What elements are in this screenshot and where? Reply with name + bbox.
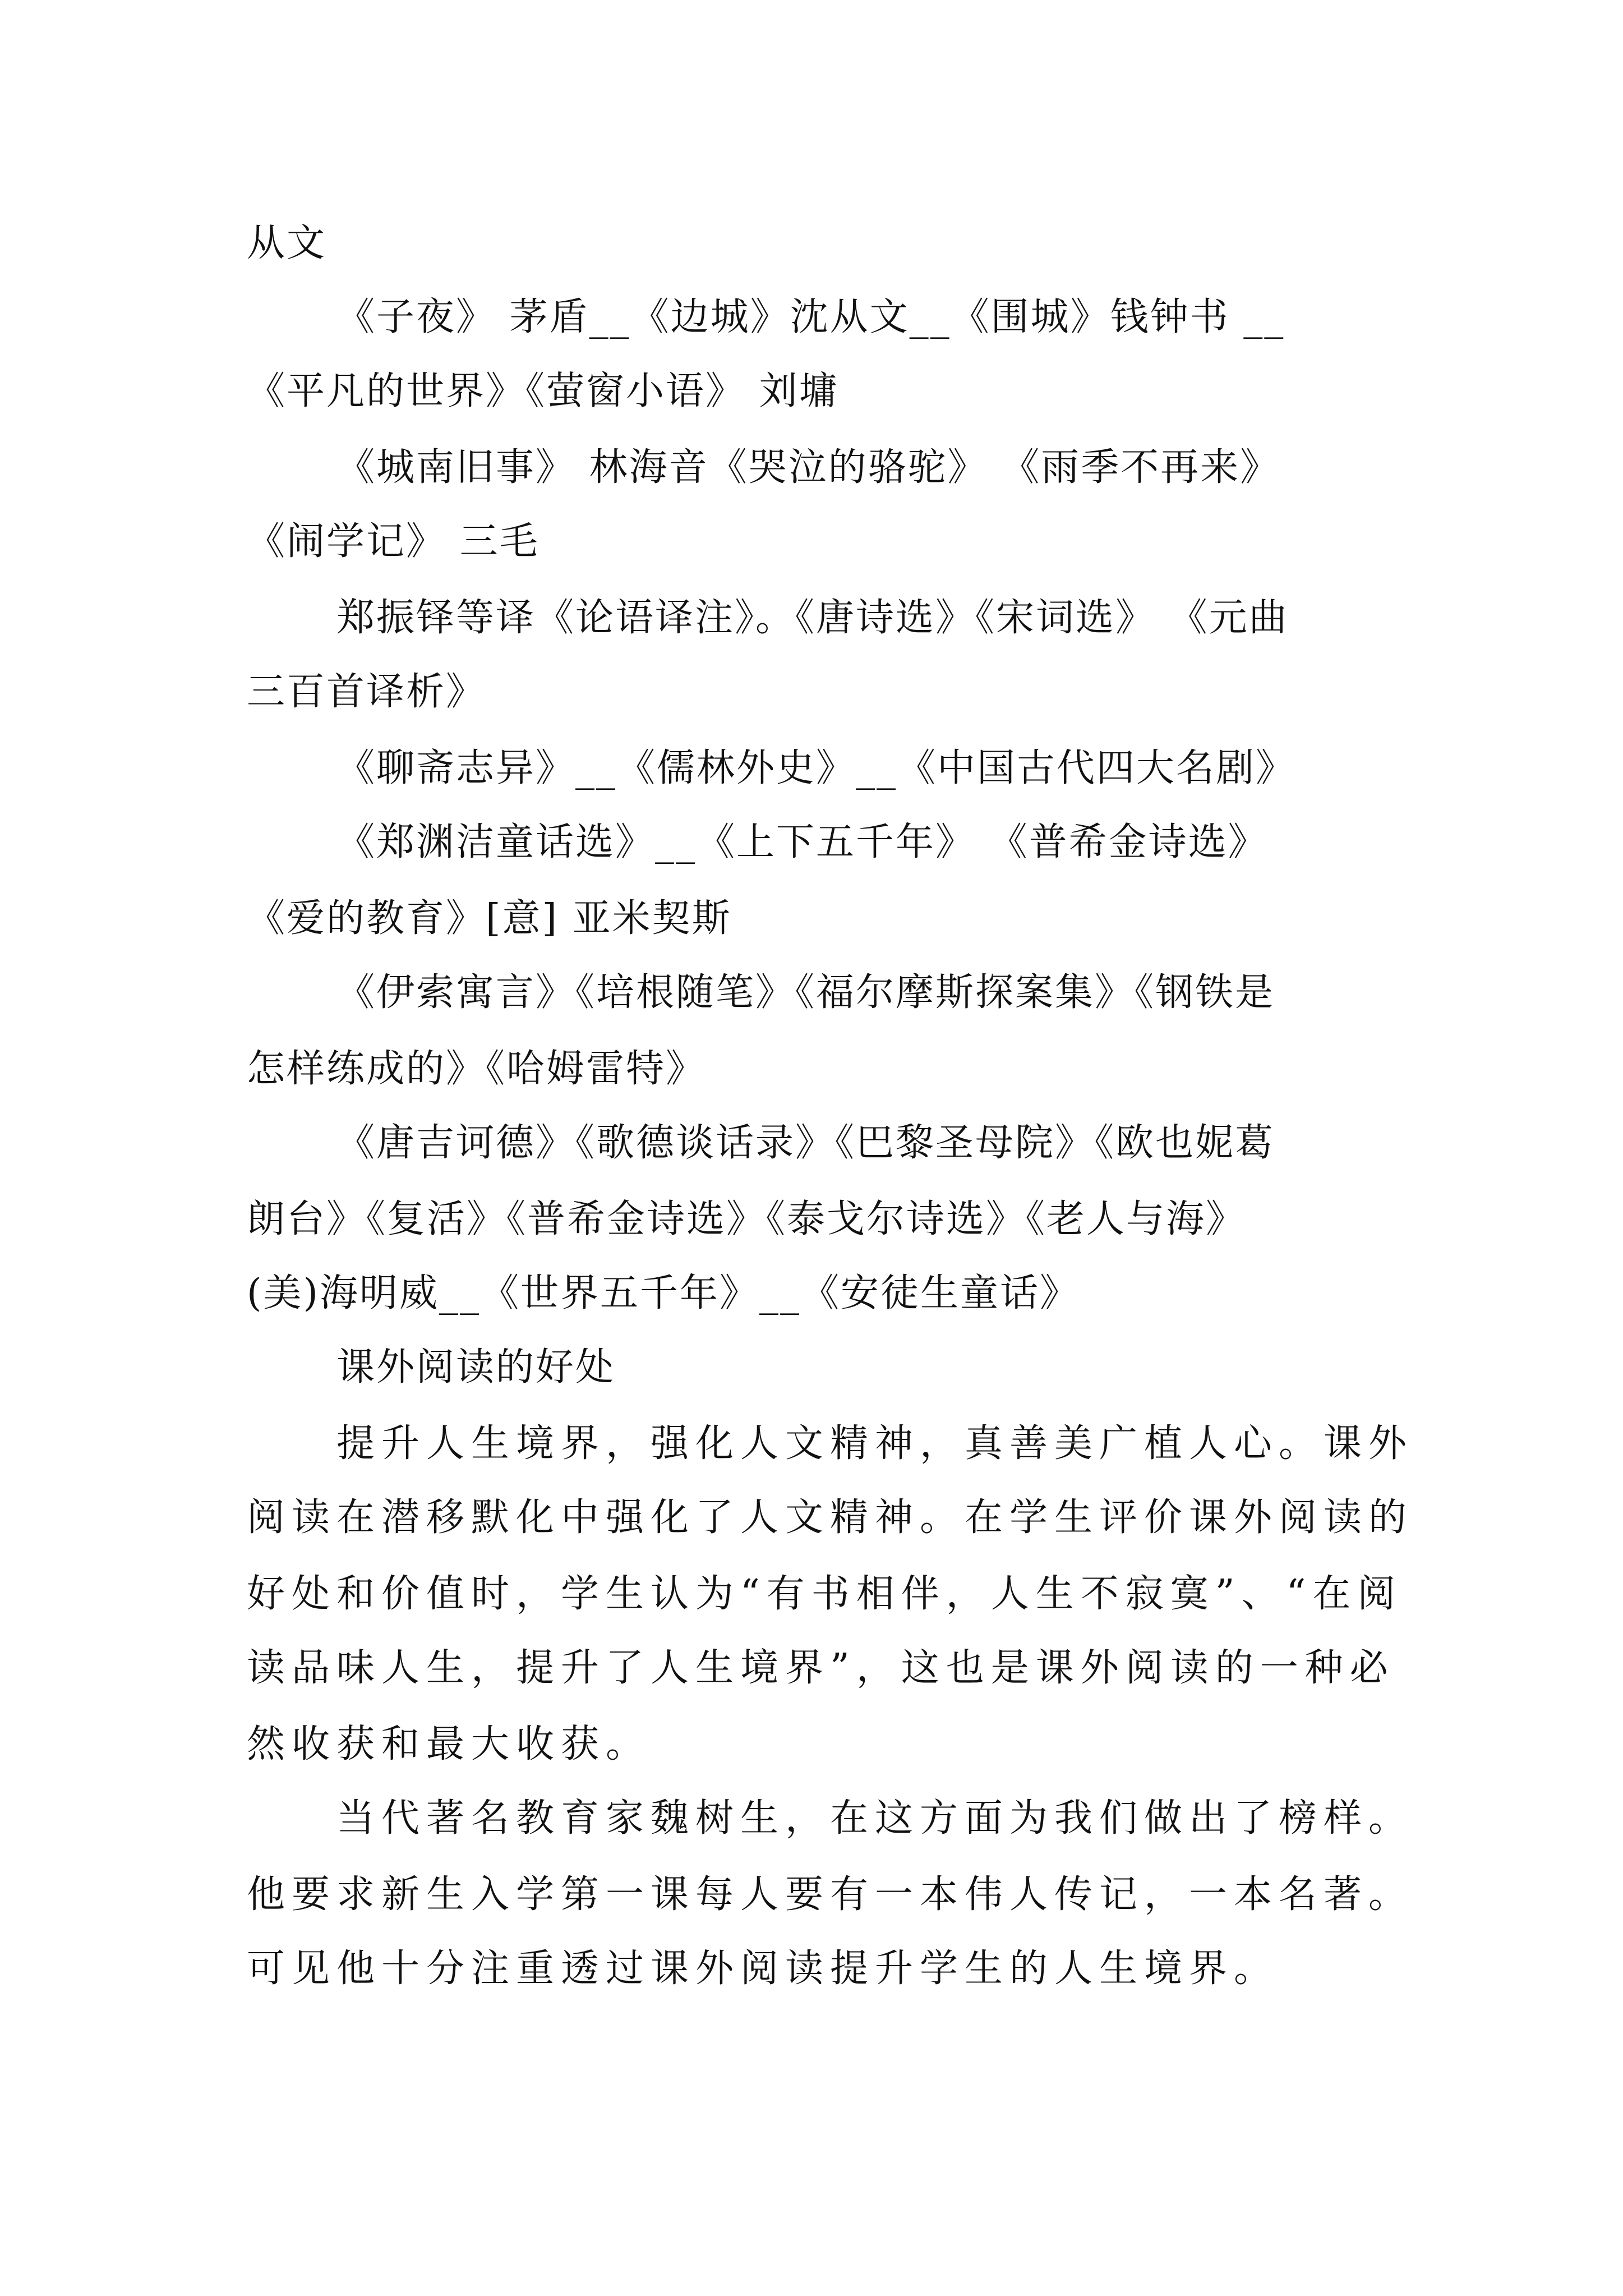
text-line: 《爱的教育》[意] 亚米契斯 bbox=[247, 896, 732, 941]
text-line: (美)海明威__《世界五千年》__《安徒生童话》 bbox=[247, 1271, 1080, 1315]
text-line: 然收获和最大收获。 bbox=[247, 1722, 651, 1766]
text-line: 提升人生境界，强化人文精神，真善美广植人心。课外 bbox=[336, 1421, 1414, 1466]
text-line: 从文 bbox=[247, 221, 327, 265]
text-line: 读品味人生，提升了人生境界”，这也是课外阅读的一种必 bbox=[247, 1646, 1395, 1690]
section-heading: 课外阅读的好处 bbox=[336, 1345, 616, 1389]
text-line: 《平凡的世界》《萤窗小语》 刘墉 bbox=[247, 369, 839, 413]
text-line: 《唐吉诃德》《歌德谈话录》《巴黎圣母院》《欧也妮葛 bbox=[336, 1121, 1275, 1165]
text-line: 当代著名教育家魏树生，在这方面为我们做出了榜样。 bbox=[336, 1796, 1414, 1841]
text-line: 《城南旧事》 林海音《哭泣的骆驼》 《雨季不再来》 bbox=[336, 445, 1280, 490]
text-line: 怎样练成的》《哈姆雷特》 bbox=[247, 1047, 706, 1091]
text-line: 《郑渊洁童话选》__《上下五千年》 《普希金诗选》 bbox=[336, 820, 1268, 864]
text-line: 《聊斋志异》__《儒林外史》__《中国古代四大名剧》 bbox=[336, 746, 1296, 790]
text-line: 《闹学记》 三毛 bbox=[247, 519, 540, 564]
text-line: 朗台》《复活》《普希金诗选》《泰戈尔诗选》《老人与海》 bbox=[247, 1197, 1246, 1241]
text-line: 阅读在潜移默化中强化了人文精神。在学生评价课外阅读的 bbox=[247, 1496, 1414, 1540]
text-line: 好处和价值时，学生认为“有书相伴，人生不寂寞”、“在阅 bbox=[247, 1572, 1403, 1616]
text-line: 郑振铎等译《论语译注》。《唐诗选》《宋词选》 《元曲 bbox=[336, 596, 1289, 640]
text-line: 三百首译析》 bbox=[247, 670, 486, 714]
text-line: 可见他十分注重透过课外阅读提升学生的人生境界。 bbox=[247, 1947, 1279, 1991]
text-line: 《伊索寓言》《培根随笔》《福尔摩斯探案集》《钢铁是 bbox=[336, 970, 1275, 1015]
text-line: 《子夜》 茅盾__《边城》沈从文__《围城》钱钟书 __ bbox=[336, 295, 1285, 339]
text-line: 他要求新生入学第一课每人要有一本伟人传记，一本名著。 bbox=[247, 1872, 1414, 1917]
